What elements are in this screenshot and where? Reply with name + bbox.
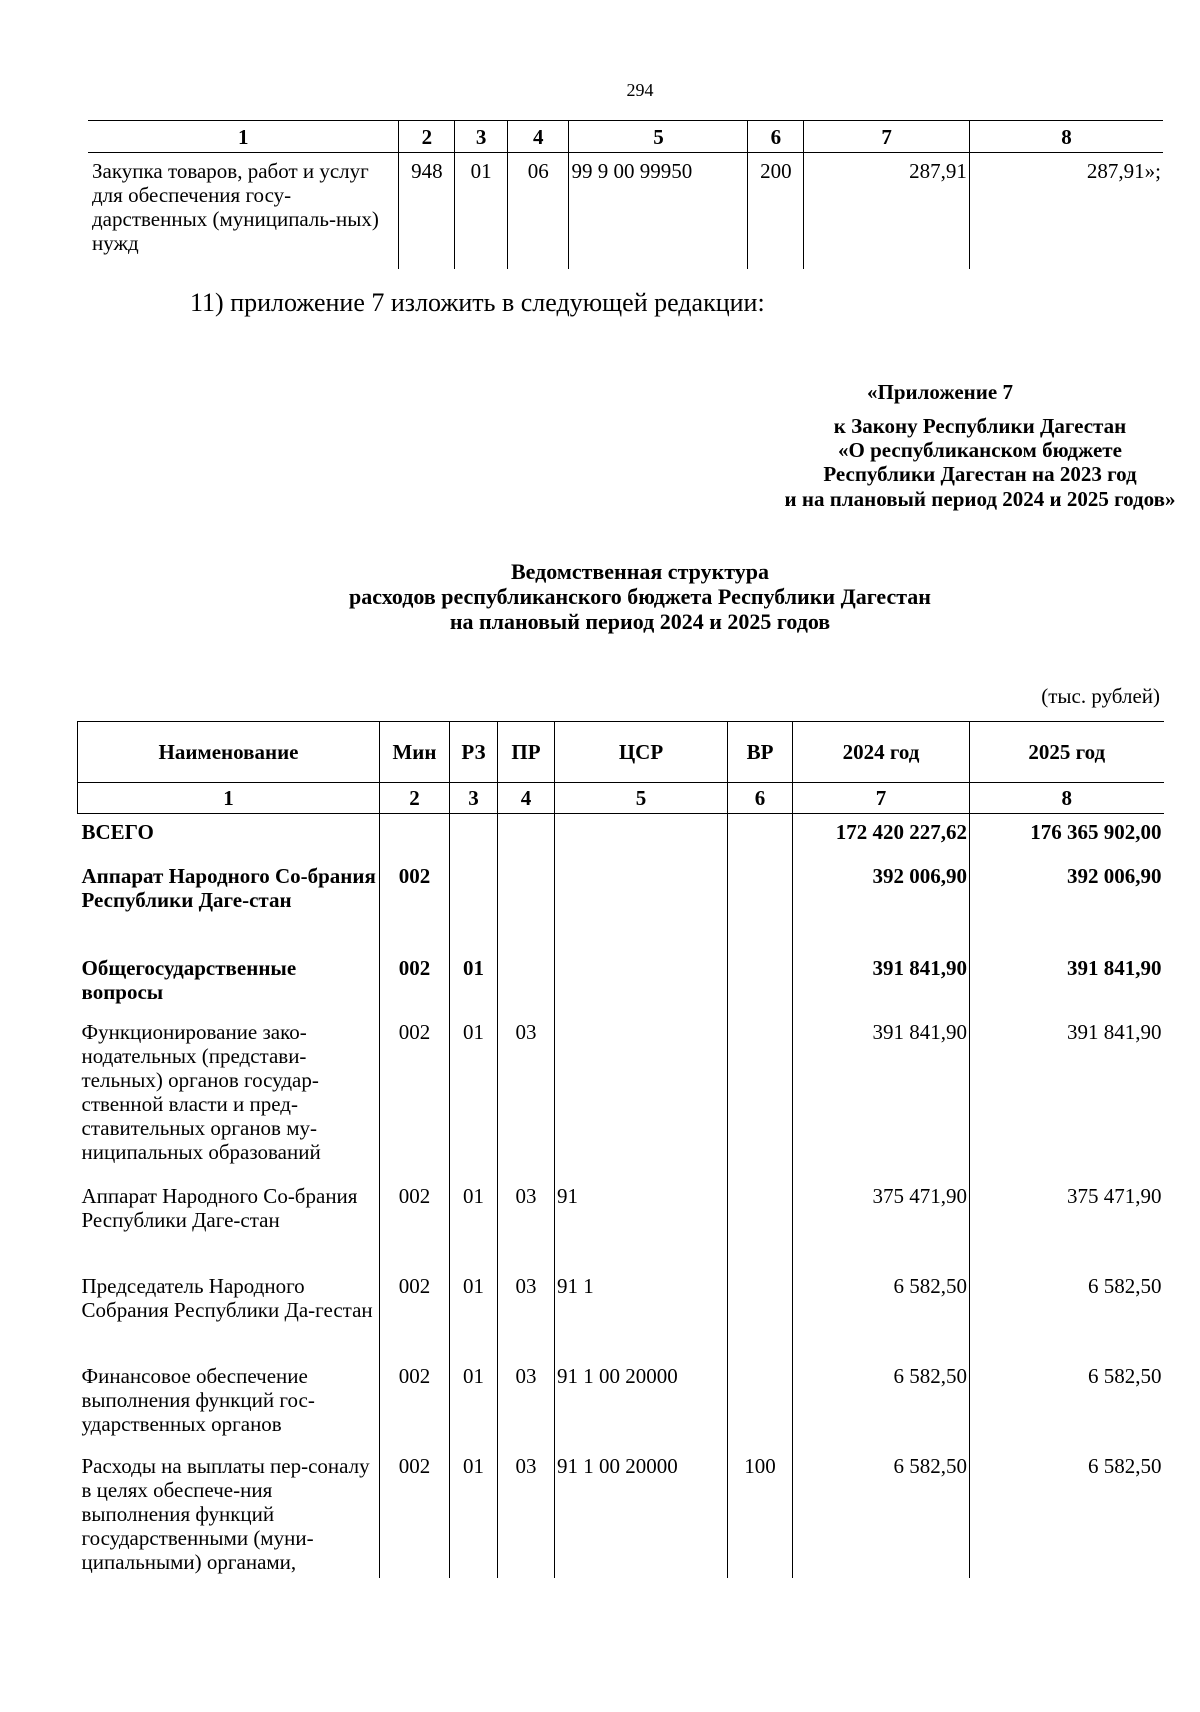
col-number: 1 xyxy=(78,783,380,814)
cell-pr: 03 xyxy=(498,1358,555,1448)
col-header: 1 xyxy=(88,121,399,153)
cell-min: 002 xyxy=(380,1178,450,1268)
doc-title-line: расходов республиканского бюджета Республики Дагестан xyxy=(349,584,931,609)
cell-rz: 01 xyxy=(450,1014,498,1178)
cell-rz xyxy=(450,858,498,950)
cell-vr xyxy=(728,1014,793,1178)
col-header: 5 xyxy=(569,121,748,153)
cell-name: Закупка товаров, работ и услуг для обеспечения госу-дарственных (муниципаль-ных) нужд xyxy=(88,153,399,270)
cell-min: 002 xyxy=(380,950,450,1014)
cell-name: Финансовое обеспечение выполнения функций гос-ударственных органов xyxy=(78,1358,380,1448)
cell-rz: 01 xyxy=(450,1358,498,1448)
cell-2025: 392 006,90 xyxy=(970,858,1164,950)
cell-2025: 6 582,50 xyxy=(970,1448,1164,1578)
table-row xyxy=(78,1358,1164,1448)
cell-pr xyxy=(498,858,555,950)
cell-pr: 03 xyxy=(498,1448,555,1578)
cell-vr xyxy=(728,1358,793,1448)
col-number: 7 xyxy=(793,783,970,814)
cell-min: 002 xyxy=(380,858,450,950)
doc-title-line: на плановый период 2024 и 2025 годов xyxy=(449,609,831,634)
appendix-title: «Приложение 7 xyxy=(867,380,1013,404)
cell-2025: 6 582,50 xyxy=(970,1358,1164,1448)
cell-csr: 91 xyxy=(555,1178,728,1268)
cell-pr xyxy=(498,950,555,1014)
col-header: 2 xyxy=(399,121,455,153)
cell-vr xyxy=(728,814,793,858)
cell-min: 002 xyxy=(380,1014,450,1178)
col-header: 7 xyxy=(804,121,970,153)
cell-rz: 01 xyxy=(450,1268,498,1358)
cell-pr xyxy=(498,814,555,858)
header-csr: ЦСР xyxy=(555,722,728,783)
cell-2025: 176 365 902,00 xyxy=(970,814,1164,858)
cell-rz: 01 xyxy=(455,153,508,270)
cell-vr xyxy=(728,1268,793,1358)
cell-csr: 99 9 00 99950 xyxy=(569,153,748,270)
header-min: Мин xyxy=(380,722,450,783)
header-rz: РЗ xyxy=(450,722,498,783)
column-numbers-row xyxy=(78,783,1164,814)
units-label: (тыс. рублей) xyxy=(1041,684,1160,708)
previous-table xyxy=(88,120,1163,269)
cell-2024: 172 420 227,62 xyxy=(793,814,970,858)
col-header: 6 xyxy=(748,121,804,153)
cell-2024: 287,91 xyxy=(804,153,970,270)
cell-pr: 03 xyxy=(498,1268,555,1358)
table-row xyxy=(78,950,1164,1014)
cell-min: 002 xyxy=(380,1358,450,1448)
appendix-line: и на плановый период 2024 и 2025 годов» xyxy=(784,487,1176,511)
col-header: 4 xyxy=(507,121,569,153)
table-row xyxy=(78,814,1164,858)
cell-csr xyxy=(555,950,728,1014)
previous-table-header xyxy=(88,121,1163,153)
cell-rz: 01 xyxy=(450,1448,498,1578)
cell-2025: 391 841,90 xyxy=(970,950,1164,1014)
page-number: 294 xyxy=(626,80,654,100)
col-header: 3 xyxy=(455,121,508,153)
cell-name: Общегосударственные вопросы xyxy=(78,950,380,1014)
col-number: 5 xyxy=(555,783,728,814)
table-row xyxy=(78,858,1164,950)
cell-2024: 375 471,90 xyxy=(793,1178,970,1268)
table-row xyxy=(78,1178,1164,1268)
cell-vr: 100 xyxy=(728,1448,793,1578)
cell-pr: 03 xyxy=(498,1014,555,1178)
cell-rz: 01 xyxy=(450,1178,498,1268)
col-number: 3 xyxy=(450,783,498,814)
col-number: 4 xyxy=(498,783,555,814)
expenditure-table xyxy=(77,721,1164,1578)
cell-vr xyxy=(728,950,793,1014)
header-pr: ПР xyxy=(498,722,555,783)
cell-pr: 06 xyxy=(507,153,569,270)
cell-name: Функционирование зако-нодательных (представи-тельных) органов государ-ственной власти и пред-ставительных органов му-ниципальных образований xyxy=(78,1014,380,1178)
col-number: 2 xyxy=(380,783,450,814)
cell-csr xyxy=(555,1014,728,1178)
appendix-line: к Закону Республики Дагестан xyxy=(833,414,1127,438)
cell-min: 002 xyxy=(380,1268,450,1358)
header-name: Наименование xyxy=(78,722,380,783)
col-header: 8 xyxy=(969,121,1163,153)
cell-2024: 391 841,90 xyxy=(793,950,970,1014)
cell-csr xyxy=(555,814,728,858)
col-number: 6 xyxy=(728,783,793,814)
cell-name: Расходы на выплаты пер-соналу в целях обеспече-ния выполнения функций государственными (муни-ципальными) органами, xyxy=(78,1448,380,1578)
cell-2024: 6 582,50 xyxy=(793,1358,970,1448)
cell-2025: 287,91»; xyxy=(969,153,1163,270)
cell-min: 002 xyxy=(380,1448,450,1578)
cell-name: Аппарат Народного Со-брания Республики Даге-стан xyxy=(78,858,380,950)
cell-rz xyxy=(450,814,498,858)
cell-vr xyxy=(728,858,793,950)
table-row xyxy=(78,1014,1164,1178)
appendix-line: «О республиканском бюджете xyxy=(838,438,1122,462)
cell-vr: 200 xyxy=(748,153,804,270)
header-vr: ВР xyxy=(728,722,793,783)
table-row xyxy=(78,1448,1164,1578)
cell-csr: 91 1 xyxy=(555,1268,728,1358)
header-2024: 2024 год xyxy=(793,722,970,783)
cell-2025: 391 841,90 xyxy=(970,1014,1164,1178)
col-number: 8 xyxy=(970,783,1164,814)
cell-2025: 6 582,50 xyxy=(970,1268,1164,1358)
cell-pr: 03 xyxy=(498,1178,555,1268)
table-row xyxy=(88,153,1163,270)
cell-name: ВСЕГО xyxy=(78,814,380,858)
cell-2024: 391 841,90 xyxy=(793,1014,970,1178)
table-header xyxy=(78,722,1164,783)
cell-name: Аппарат Народного Со-брания Республики Даге-стан xyxy=(78,1178,380,1268)
cell-csr: 91 1 00 20000 xyxy=(555,1358,728,1448)
cell-2025: 375 471,90 xyxy=(970,1178,1164,1268)
cell-rz: 01 xyxy=(450,950,498,1014)
cell-2024: 6 582,50 xyxy=(793,1448,970,1578)
cell-csr xyxy=(555,858,728,950)
appendix-line: Республики Дагестан на 2023 год xyxy=(823,462,1137,486)
cell-vr xyxy=(728,1178,793,1268)
cell-min xyxy=(380,814,450,858)
cell-min: 948 xyxy=(399,153,455,270)
table-row xyxy=(78,1268,1164,1358)
header-2025: 2025 год xyxy=(970,722,1164,783)
cell-2024: 392 006,90 xyxy=(793,858,970,950)
cell-csr: 91 1 00 20000 xyxy=(555,1448,728,1578)
instruction-text: 11) приложение 7 изложить в следующей редакции: xyxy=(190,288,765,317)
doc-title-line: Ведомственная структура xyxy=(510,559,770,584)
cell-2024: 6 582,50 xyxy=(793,1268,970,1358)
cell-name: Председатель Народного Собрания Республики Да-гестан xyxy=(78,1268,380,1358)
